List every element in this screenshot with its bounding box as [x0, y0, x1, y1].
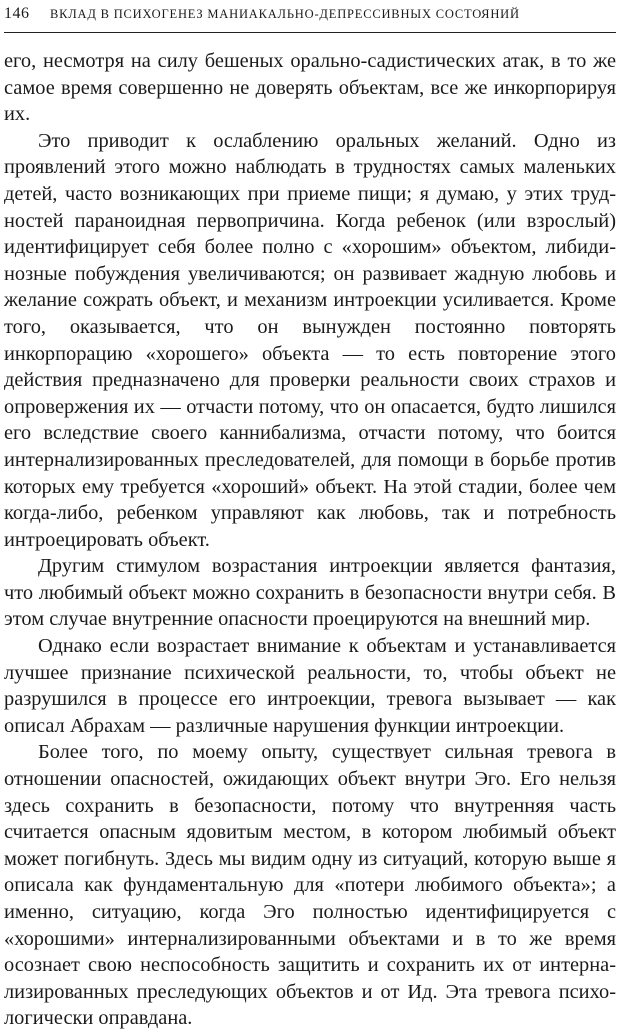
paragraph: Другим стимулом возрастания интроекции является фантазия, что любимый объект можно сохранить в безопасности внутри себя. В этом случае внутренние опасности проецируются на внешний мир. [4, 555, 616, 631]
page-number: 146 [4, 5, 30, 22]
paragraph: Однако если возрастает внимание к объектам и устанавливается лучшее признание психической реальности, то, чтобы объект не разрушился в процессе его интроекции, тревога вызывает — как описал Абрахам — различные нарушения функции интроекции. [4, 635, 616, 737]
paragraph-continued: его, несмотря на силу бешеных орально-садистических атак, в то же самое время совершенно не доверять объектам, все же инкорпорируя их. [4, 50, 616, 126]
running-title: ВКЛАД В ПСИХОГЕНЕЗ МАНИАКАЛЬНО-ДЕПРЕССИВНЫХ СОСТОЯНИЙ [50, 7, 520, 21]
paragraph: Более того, по моему опыту, существует сильная тревога в отношении опасностей, ожидающих объект внутри Эго. Его нельзя здесь сохранить в безопасности, потому что внутренняя часть считается опасным ядовитым местом, в котором любимый объект может погибнуть. Здесь мы видим одну из ситуаций, которую выше я описала как фундаментальную для «потери любимого объекта»; а именно, ситуацию, когда Эго полностью идентифицируется с «хорошими» интернализированными объектами и в то же время осознает свою неспособность защитить и сохранить их от интернализированных преследующих объектов и от Ид. Эта тревога психологически оправдана. [4, 741, 616, 1030]
page-header [4, 2, 616, 33]
paragraph: Это приводит к ослаблению оральных желаний. Одно из проявлений этого можно наблюдать в трудностях самых маленьких детей, часто возникающих при приеме пищи; я думаю, у этих трудностей параноидная первопричина. Когда ребенок (или взрослый) идентифицирует себя более полно с «хорошим» объектом, либидинозные побуждения увеличиваются; он развивает жадную любовь и желание сожрать объект, и механизм интроекции усиливается. Кроме того, оказывается, что он вынужден постоянно повторять инкорпорацию «хорошего» объекта — то есть повторение этого действия предназначено для проверки реальности своих страхов и опровержения их — отчасти потому, что он опасается, будто лишился его вследствие своего каннибализма, отчасти потому, что боится интернализированных преследователей, для помощи в борьбе против которых ему требуется «хороший» объект. На этой стадии, более чем когда-либо, ребенком управляют как любовь, так и потребность интроецировать объект. [4, 129, 616, 551]
body-text [4, 48, 616, 1032]
